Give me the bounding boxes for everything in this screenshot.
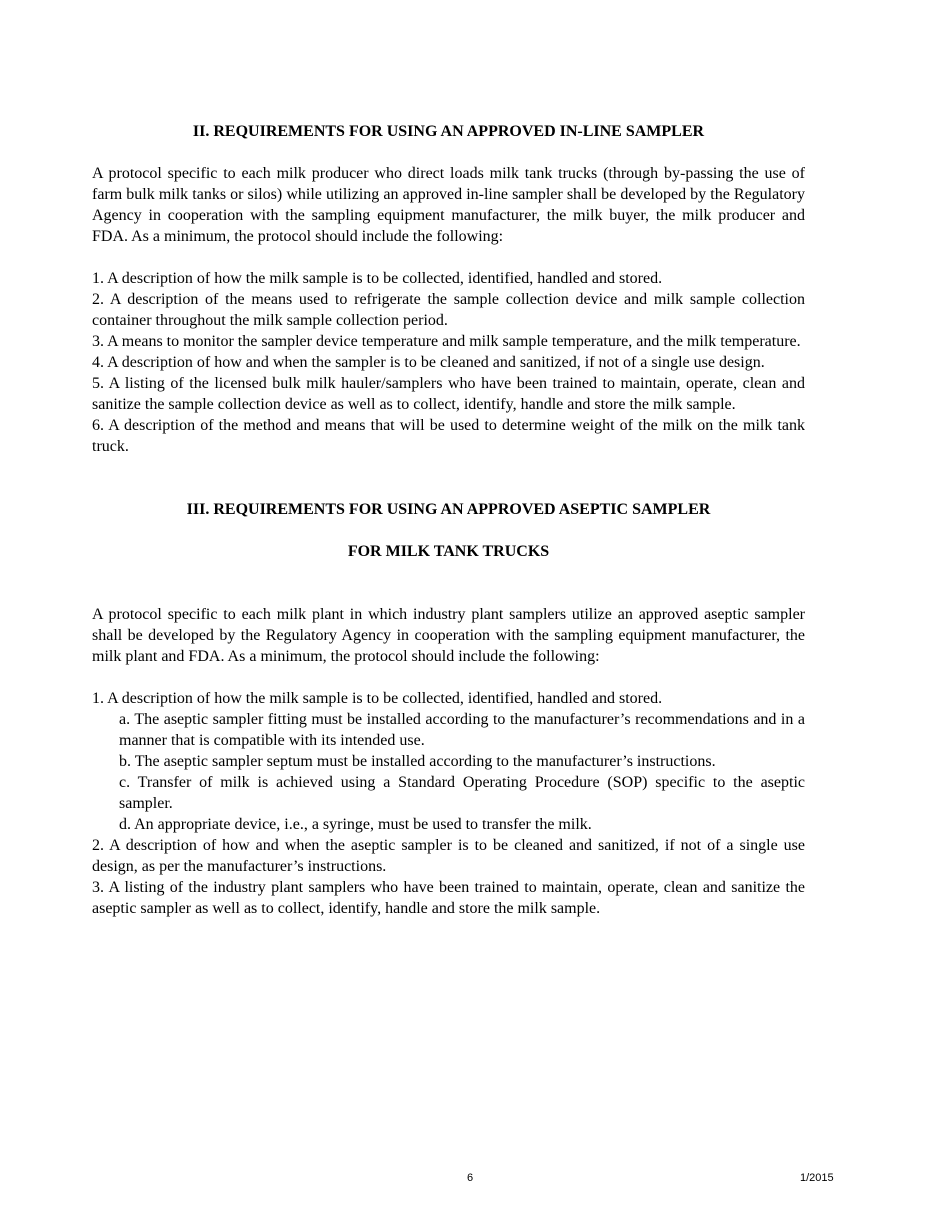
section-3-heading-line-2: FOR MILK TANK TRUCKS <box>347 543 550 560</box>
revision-date: 1/2015 <box>800 1172 834 1184</box>
list-item: 2. A description of the means used to refrigerate the sample collection device and milk sample collection container throughout the milk sample collection period. <box>92 291 805 329</box>
sub-list-item: b. The aseptic sampler septum must be installed according to the manufacturer’s instructions. <box>119 753 716 770</box>
page-number: 6 <box>467 1172 474 1184</box>
list-item: 4. A description of how and when the sampler is to be cleaned and sanitized, if not of a single use design. <box>92 354 765 371</box>
list-item: 2. A description of how and when the aseptic sampler is to be cleaned and sanitized, if not of a single use design, as per the manufacturer’s instructions. <box>92 837 805 875</box>
section-3-intro: A protocol specific to each milk plant in which industry plant samplers utilize an approved aseptic sampler shall be developed by the Regulatory Agency in cooperation with the sampling equipment manufacturer, the milk plant and FDA. As a minimum, the protocol should include the following: <box>92 606 805 665</box>
sub-list-item: c. Transfer of milk is achieved using a Standard Operating Procedure (SOP) specific to the aseptic sampler. <box>119 774 805 812</box>
sub-list-item: d. An appropriate device, i.e., a syringe, must be used to transfer the milk. <box>119 816 592 833</box>
section-2-list <box>92 268 805 457</box>
list-item: 3. A listing of the industry plant samplers who have been trained to maintain, operate, clean and sanitize the aseptic sampler as well as to collect, identify, handle and store the milk sample. <box>92 879 805 917</box>
document-body <box>92 121 805 940</box>
section-2-heading: II. REQUIREMENTS FOR USING AN APPROVED IN-LINE SAMPLER <box>192 123 705 140</box>
list-item: 5. A listing of the licensed bulk milk hauler/samplers who have been trained to maintain, operate, clean and sanitize the sample collection device as well as to collect, identify, handle and store the milk sample. <box>92 375 805 413</box>
list-item: 1. A description of how the milk sample is to be collected, identified, handled and stored. <box>92 690 663 707</box>
sub-list-item: a. The aseptic sampler fitting must be installed according to the manufacturer’s recommendations and in a manner that is compatible with its intended use. <box>119 711 805 749</box>
section-3-list <box>92 688 805 919</box>
section-3-heading <box>92 478 805 583</box>
list-item: 6. A description of the method and means that will be used to determine weight of the milk on the milk tank truck. <box>92 417 805 455</box>
list-item: 3. A means to monitor the sampler device temperature and milk sample temperature, and the milk temperature. <box>92 333 801 350</box>
section-2-intro: A protocol specific to each milk producer who direct loads milk tank trucks (through by-passing the use of farm bulk milk tanks or silos) while utilizing an approved in-line sampler shall be developed by the Regulatory Agency in cooperation with the sampling equipment manufacturer, the milk buyer, the milk producer and FDA. As a minimum, the protocol should include the following: <box>92 165 805 245</box>
section-3-heading-line-1: III. REQUIREMENTS FOR USING AN APPROVED ASEPTIC SAMPLER <box>186 501 711 518</box>
list-item: 1. A description of how the milk sample is to be collected, identified, handled and stored. <box>92 270 663 287</box>
